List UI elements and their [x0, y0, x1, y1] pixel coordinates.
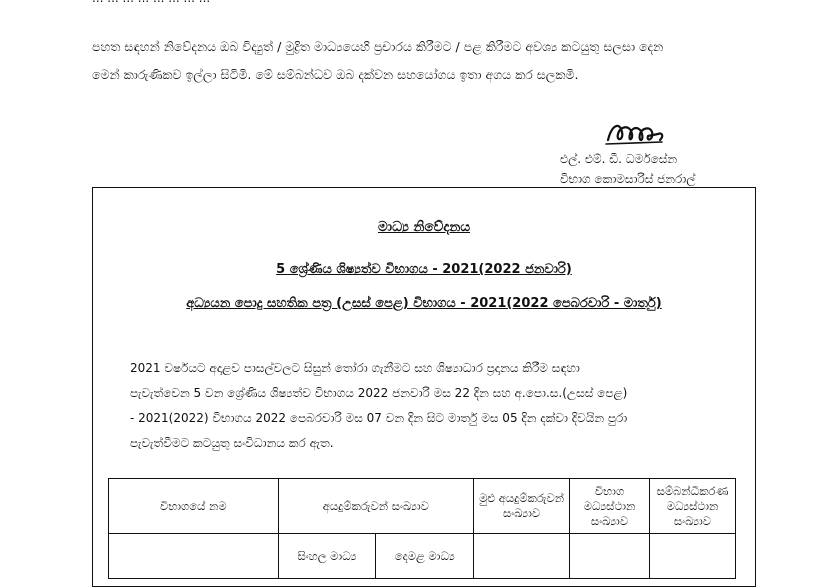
notice-subheading-advanced-level: අධ්‍යයන පොදු සහතික පත්‍ර (උසස් පෙළ) විභාගය - 2021(2022 පෙබරවාරි - මාර්තු)	[186, 296, 662, 311]
notice-subheading-scholarship: 5 ශ්‍රේණිය ශිෂ්‍යත්ව විභාගය - 2021(2022 ජනවාරි)	[276, 262, 572, 277]
table-header-row	[109, 479, 736, 534]
intro-paragraph	[92, 33, 732, 89]
header-exam-name: විභාගයේ නම	[109, 479, 279, 534]
subheader-sinhala-medium: සිංහල මාධ්‍ය	[278, 534, 376, 579]
table-cell	[570, 534, 650, 579]
signatory-name: එල්. එම්. ඩී. ධර්මසේන	[560, 152, 678, 166]
table-cell	[649, 534, 735, 579]
header-candidates: අයදුම්කරුවන් සංඛ්‍යාව	[278, 479, 474, 534]
subheader-tamil-medium: දෙමළ මාධ්‍ය	[376, 534, 474, 579]
signatory-title: විභාග කොමසාරිස් ජනරාල්	[560, 172, 696, 186]
intro-line: මෙන් කාරුණිකව ඉල්ලා සිටිමි. මේ සම්බන්ධව ඔබ දක්වන සහයෝගය ඉතා අගය කර සලකමි.	[92, 67, 579, 82]
header-coordinating-centres: සම්බන්ධීකරණ මධ්‍යස්ථාන සංඛ්‍යාව	[649, 479, 735, 534]
cropped-top-line	[92, 0, 210, 5]
notice-body-line: - 2021(2022) විභාගය 2022 පෙබරවාරි මස 07 වන දින සිට මාර්තු මස 05 දින දක්වා දිවයින පුරා	[130, 411, 628, 425]
notice-body-line: 2021 වර්ෂයට අදාළව පාසල්වලට සිසුන් තෝරා ගැනීමට සහ ශිෂ්‍යාධාර ප්‍රදානය කිරීම සඳහා	[130, 361, 580, 375]
notice-heading: මාධ්‍ය නිවේදනය	[377, 219, 471, 235]
exam-statistics-table	[108, 478, 736, 579]
handwritten-signature	[602, 118, 668, 150]
notice-body	[130, 356, 718, 456]
notice-body-line: පැවැත්වීමට කටයුතු සංවිධානය කර ඇත.	[130, 436, 334, 450]
notice-body-line: පැවැත්වෙන 5 වන ශ්‍රේණිය ශිෂ්‍යත්ව විභාගය 2022 ජනවාරි මස 22 දින සහ අ.පො.ස.(උසස් පෙළ)	[130, 386, 628, 400]
media-notice-box	[92, 187, 756, 587]
header-exam-centres: විභාග මධ්‍යස්ථාන සංඛ්‍යාව	[570, 479, 650, 534]
table-row	[109, 534, 736, 579]
table-cell	[109, 534, 279, 579]
header-total-candidates: මුළු අයදුම්කරුවන් සංඛ්‍යාව	[474, 479, 570, 534]
table-cell	[474, 534, 570, 579]
intro-line: පහත සඳහන් නිවේදනය ඔබ විද්‍යුත් / මුද්‍රිත මාධ්‍යයෙහි ප්‍රචාරය කිරීමට / පළ කිරීමට අවශ්‍ය කටයුතු සලසා දෙන	[92, 39, 664, 54]
